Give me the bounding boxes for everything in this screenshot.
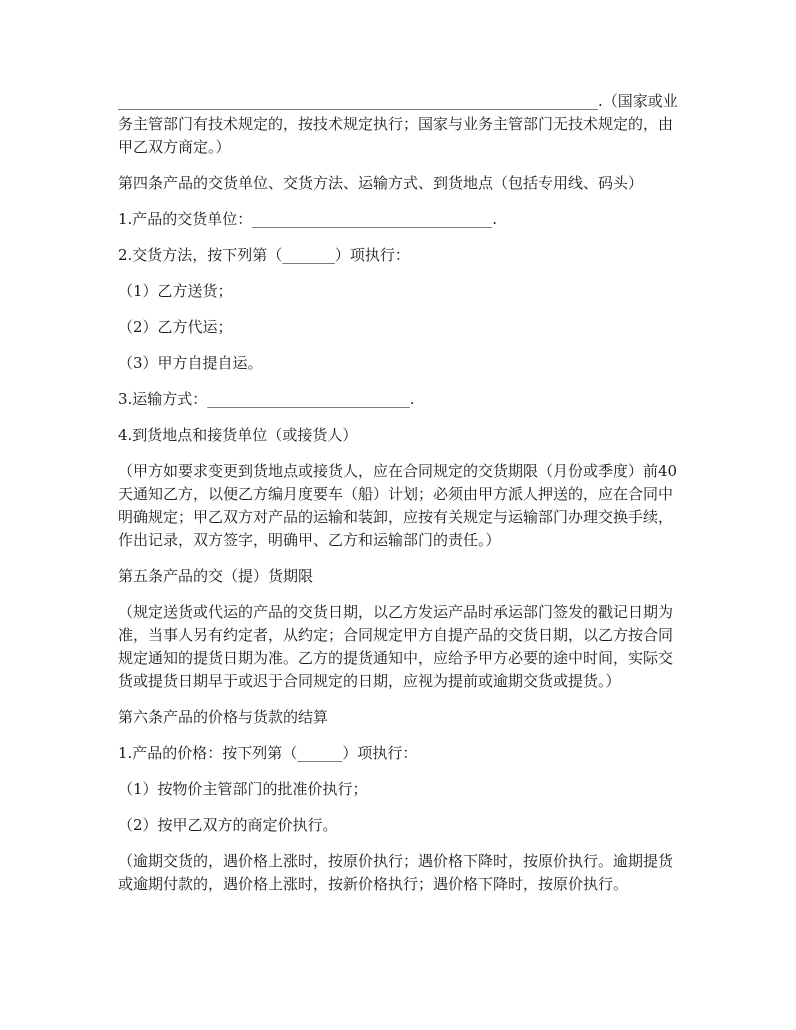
- heading-article-5: 第五条产品的交（提）货期限: [118, 567, 314, 585]
- paragraph-delivery-deadline: （规定送货或代运的产品的交货日期，以乙方发运产品时承运部门签发的戳记日期为准，当事人另有约定者，从约定；合同规定甲方自提产品的交货日期，以乙方按合同规定通知的提货日期为准。乙方的提货通知中，应给予甲方必要的途中时间，实际交货或提货日期早于或迟于合同规定的日期，应视为提前或逾期交货或提货。）: [118, 603, 674, 690]
- list-item-seller-delivers: （1）乙方送货；: [118, 282, 233, 300]
- paragraph-transport-mode: 3.运输方式：___________________________.: [118, 390, 415, 408]
- list-item-approved-price: （1）按物价主管部门的批准价执行；: [118, 780, 368, 798]
- paragraph-delivery-unit: 1.产品的交货单位：________________________________.: [118, 210, 498, 228]
- list-item-seller-ships: （2）乙方代运；: [118, 318, 233, 336]
- heading-article-4: 第四条产品的交货单位、交货方法、运输方式、到货地点（包括专用线、码头）: [118, 174, 644, 192]
- paragraph-arrival-notes: （甲方如要求变更到货地点或接货人，应在合同规定的交货期限（月份或季度）前40天通知乙方，以便乙方编月度要车（船）计划；必须由甲方派人押送的，应在合同中明确规定；甲乙双方对产品的运输和装卸，应按有关规定与运输部门办理交换手续，作出记录，双方签字，明确甲、乙方和运输部门的责任。）: [118, 462, 678, 549]
- paragraph-late-pricing: （逾期交货的，遇价格上涨时，按原价执行；遇价格下降时，按原价执行。逾期提货或逾期付款的，遇价格上涨时，按新价格执行；遇价格下降时，按原价执行。: [118, 852, 674, 893]
- paragraph-product-price: 1.产品的价格：按下列第（______）项执行：: [118, 744, 418, 762]
- paragraph-arrival-location: 4.到货地点和接货单位（或接货人）: [118, 426, 358, 444]
- list-item-negotiated-price: （2）按甲乙双方的商定价执行。: [118, 816, 338, 834]
- document-page: [118, 90, 678, 909]
- list-item-buyer-pickup: （3）甲方自提自运。: [118, 354, 263, 372]
- heading-article-6: 第六条产品的价格与货款的结算: [118, 708, 329, 726]
- paragraph-technical-standards: ________________________________________________________________.（国家或业务主管部门有技术规定的，按技术规定执行；国家与业务主管部门无技术规定的，由甲乙双方商定。）: [118, 92, 678, 156]
- paragraph-delivery-method: 2.交货方法，按下列第（_______）项执行：: [118, 246, 410, 264]
